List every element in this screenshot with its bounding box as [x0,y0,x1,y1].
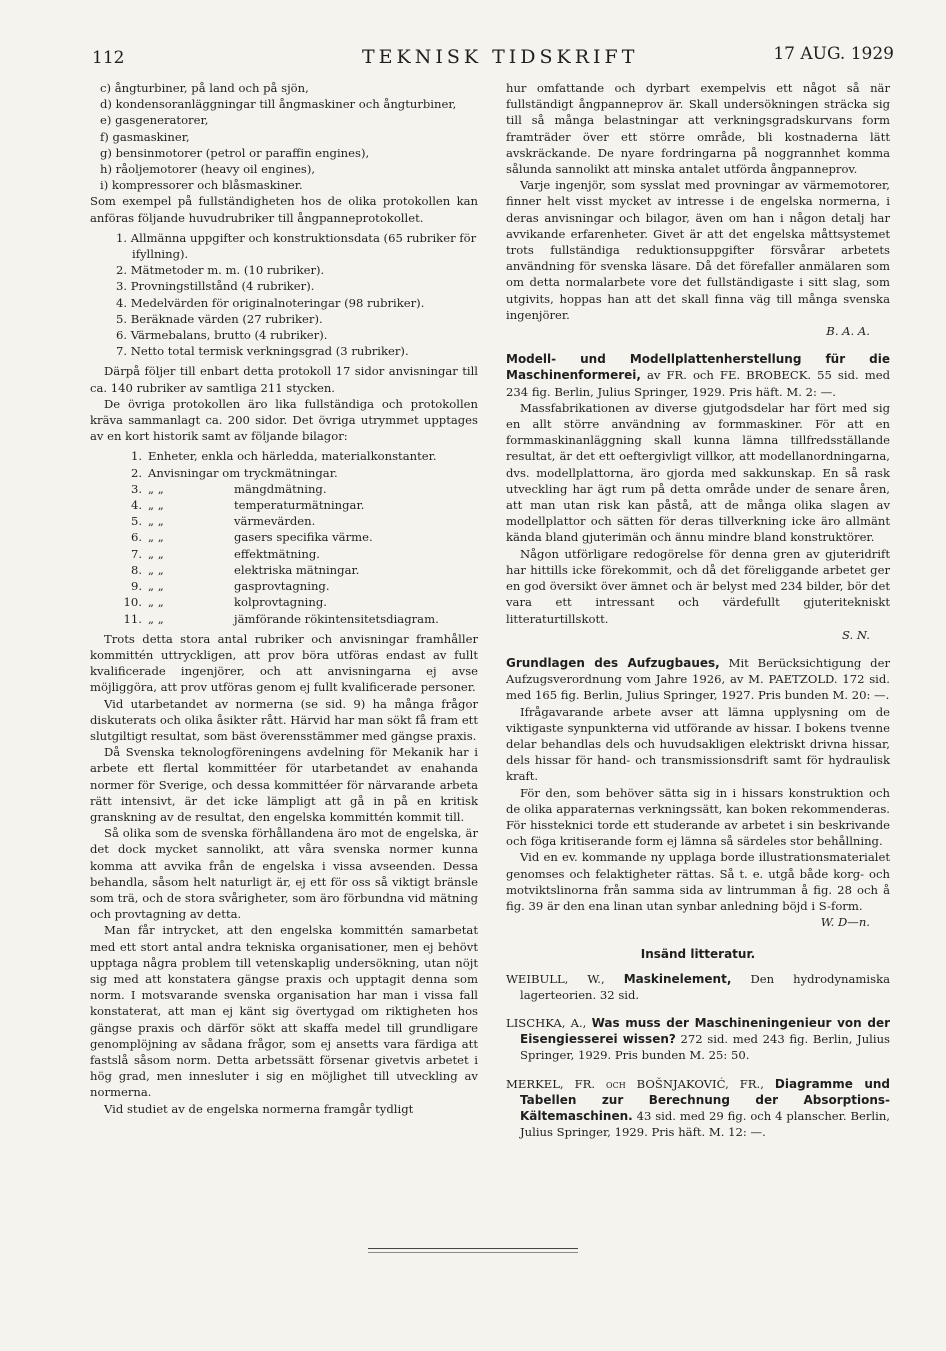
paragraph: Man får intrycket, att den engelska kommittén samarbetat med ett stort antal andra tekniska organisationer, men ej behövt upptaga några problem till vetenskaplig undersökning, utan nöjt sig med att konstatera gängse praxis och upptagit denna som norm. I motsvarande svenska organisation har man i vissa fall konstaterat, att man ej känt sig övertygad om riktigheten hos gängse praxis och därför sökt att skaffa medel till grundligare genomplöjning av sådana frågor, som ej ansetts vara färdiga att fastslå såsom norm. Detta arbetssätt försenar givetvis arbetet i hög grad, men innesluter i sig en möjlighet till utveckling av normerna. [90,923,478,1100]
signature: S. N. [842,627,870,642]
section-heading: Insänd litteratur. [640,947,756,962]
paragraph: Vid utarbetandet av normerna (se sid. 9) ha många frågor diskuterats och olika åsikter rått. Härvid har man sökt få fram ett slutgiltigt resultat, som bäst överensstämmer med gängse praxis. [90,696,478,743]
list-item: 7. Netto total termisk verkningsgrad (3 rubriker). [116,344,409,359]
end-rule [368,1248,578,1249]
appendix-item: 7. „ „ effektmätning. [130,546,320,561]
signature: B. A. A. [826,324,870,339]
paragraph: Trots detta stora antal rubriker och anvisningar framhåller kommittén uttryckligen, att prov böra utföras endast av fullt kvalificerade ingenjörer, och att anvisningarna ej avse möjliggöra, att prov utföras genom ej fullt kvalificerade personer. [90,631,478,695]
signature: W. D—n. [820,915,870,930]
literature-entry: MERKEL, FR. och BOŠNJAKOVIĆ, FR., Diagramme und Tabellen zur Berechnung der Absorptions-Kältemaschinen. 43 sid. med 29 fig. och 4 planscher. Berlin, Julius Springer, 1929. Pris häft. M. 12: —. [506,1076,890,1140]
appendix-item: 3. „ „ mängdmätning. [130,481,327,496]
list-item: d) kondensoranläggningar till ångmaskiner och ångturbiner, [100,97,457,112]
appendix-item: 6. „ „ gasers specifika värme. [130,530,373,545]
paragraph: För den, som behöver sätta sig in i hissars konstruktion och de olika apparaternas verkningssätt, kan boken rekommenderas. För hissteknici torde ett studerande av arbetet i sin beskrivande och föga kritiserande form ej lämna så särdeles stor behållning. [506,785,890,849]
page-header [92,44,894,74]
appendix-item: 1. Enheter, enkla och härledda, materialkonstanter. [130,449,437,464]
list-item: c) ångturbiner, på land och på sjön, [100,81,309,95]
left-column [90,80,478,1117]
engine-list [90,80,478,193]
appendix-list [90,448,478,626]
paragraph: Massfabrikationen av diverse gjutgodsdelar har fört med sig en allt större användning av formmaskiner. För att en formmaskinanläggning skall kunna lämna tillfredsställande resultat, är det ett oeftergivligt villkor, att modellanordningarna, dvs. modellplattorna, äro gjorda med sakkunskap. En så rask utveckling har ägt rum på detta område under de senare åren, att man utan risk kan påstå, att de många olika slagen av modellplattor och sätten för deras tillverkning icke äro allmänt kända bland gjuterimän och ännu mindre bland konstruktörer. [506,400,890,545]
literature-entry: WEIBULL, W., Maskinelement, Den hydrodynamiska lagerteorien. 32 sid. [506,971,891,1002]
review-meta: av FR. och FE. BROBECK. 55 sid. med 234 fig. Berlin, Julius Springer, 1929. Pris häft. M. 2: —. [506,368,890,399]
review-title: Modell- und Modellplattenherstellung für die Maschinenformerei, [506,352,890,383]
appendix-item: 4. „ „ temperaturmätningar. [130,498,365,513]
review-meta: Mit Berücksichtigung der Aufzugsverordnung vom Jahre 1926, av M. PAETZOLD. 172 sid. med 165 fig. Berlin, Julius Springer, 1927. Pris bunden M. 20: —. [506,655,891,703]
list-item: g) bensinmotorer (petrol or paraffin engines), [100,145,370,160]
paragraph: hur omfattande och dyrbart exempelvis ett något så när fullständigt ångpanneprov är. Skall undersökningen sträcka sig till så många belastningar att verkningsgradskurvans form framträder över ett större område, bli kostnaderna lätt avskräckande. De nyare fordringarna på noggrannhet komma sålunda sannolikt att minska antalet utförda ångpanneprov. [506,81,890,177]
list-item: 6. Värmebalans, brutto (4 rubriker). [116,328,328,343]
paragraph: De övriga protokollen äro lika fullständiga och protokollen kräva sammanlagt ca. 200 sidor. Det övriga utrymmet upptages av en kort historik samt av följande bilagor: [90,396,478,444]
appendix-item: 8. „ „ elektriska mätningar. [130,562,360,577]
list-item: 5. Beräknade värden (27 rubriker). [116,311,323,326]
appendix-item: 9. „ „ gasprovtagning. [130,579,330,594]
paragraph: Därpå följer till enbart detta protokoll 17 sidor anvisningar till ca. 140 rubriker av samtliga 211 stycken. [90,364,478,395]
review-heading [506,351,890,400]
paragraph: Då Svenska teknologföreningens avdelning för Mekanik har i arbete ett flertal kommittéer för utarbetandet av enahanda normer för Sverige, och dessa kommittéer för närvarande arbeta rätt intensivt, är det icke lämpligt att gå in på en kritisk granskning av de resultat, den engelska kommittén kommit till. [90,745,478,824]
appendix-item: 10. „ „ kolprovtagning. [123,595,327,610]
list-item: 1. Allmänna uppgifter och konstruktionsdata (65 rubriker för ifyllning). [116,230,477,262]
appendix-item: 2. Anvisningar om tryckmätningar. [130,465,338,480]
list-item: 4. Medelvärden för originalnoteringar (98 rubriker). [116,295,425,310]
journal-title: TEKNISK TIDSKRIFT [362,46,639,68]
review-heading [506,655,890,704]
intro-paragraph: Som exempel på fullständigheten hos de olika protokollen kan anföras följande huvudrubriker till ångpanneprotokollet. [90,194,478,225]
list-item: f) gasmaskiner, [100,129,190,144]
end-rule [368,1252,578,1253]
paragraph: Vid en ev. kommande ny upplaga borde illustrationsmaterialet genomses och felaktigheter rättas. Så t. e. utgå både korg- och motviktslinorna från samma sida av lintrumman å fig. 28 och å fig. 39 är den ena linan utan synbar anledning böjd i S-form. [506,850,890,913]
paragraph: Så olika som de svenska förhållandena äro mot de engelska, är det dock mycket sannolikt, att våra svenska normer kunna komma att avvika från de engelska i vissa avseenden. Dessa behandla, såsom helt naturligt är, ej ett för oss så viktigt bränsle som trä, och de stora svårigheter, som äro förbundna vid mätning och provtagning av detta. [90,826,478,922]
appendix-item: 5. „ „ värmevärden. [130,514,316,529]
paragraph: Vid studiet av de engelska normerna framgår tydligt [104,1101,414,1116]
protocol-list [90,230,478,360]
paragraph: Ifrågavarande arbete avser att lämna upplysning om de viktigaste synpunkterna vid utförande av hissar. I bokens tvenne delar behandlas dels och huvudsakligen elektriskt drivna hissar, dels hissar för hand- och transmissionsdrift samt för hydraulisk kraft. [506,704,890,784]
literature-entry: LISCHKA, A., Was muss der Maschineningenieur von der Eisengiesserei wissen? 272 sid. med 243 fig. Berlin, Julius Springer, 1929. Pris bunden M. 25: 50. [506,1015,890,1063]
list-item: 3. Provningstillstånd (4 rubriker). [116,279,315,294]
right-column [506,80,890,1152]
review-title: Grundlagen des Aufzugbaues, [506,655,720,670]
appendix-item: 11. „ „ jämförande rökintensitetsdiagram. [123,611,439,626]
issue-date: 17 AUG. 1929 [773,44,894,64]
list-item: e) gasgeneratorer, [100,113,209,128]
page-number: 112 [92,48,125,68]
list-item: i) kompressorer och blåsmaskiner. [100,178,303,193]
list-item: 2. Mätmetoder m. m. (10 rubriker). [116,263,325,278]
list-item: h) råoljemotorer (heavy oil engines), [100,162,316,177]
paragraph: Varje ingenjör, som sysslat med provningar av värmemotorer, finner helt visst mycket av intresse i de engelska normerna, i deras anvisningar och bilagor, även om han i någon detalj har avvikande erfarenheter. Givet är att det engelska måttsystemet trots fullständiga reduktionsuppgifter försvårar arbetets användning för svenska läsare. Då det förefaller anmälaren som om detta normalarbete vore det fullständigaste i sitt slag, som utgivits, hoppas han att det skall finna väg till många svenska ingenjörer. [506,178,890,322]
paragraph: Någon utförligare redogörelse för denna gren av gjuteridrift har hittills icke förekommit, och då det föreliggande arbetet ger en god översikt över ämnet och är belyst med 234 bilder, bör det vara ett intressant och värdefullt gjuteritekniskt litteraturtillskott. [506,546,890,626]
